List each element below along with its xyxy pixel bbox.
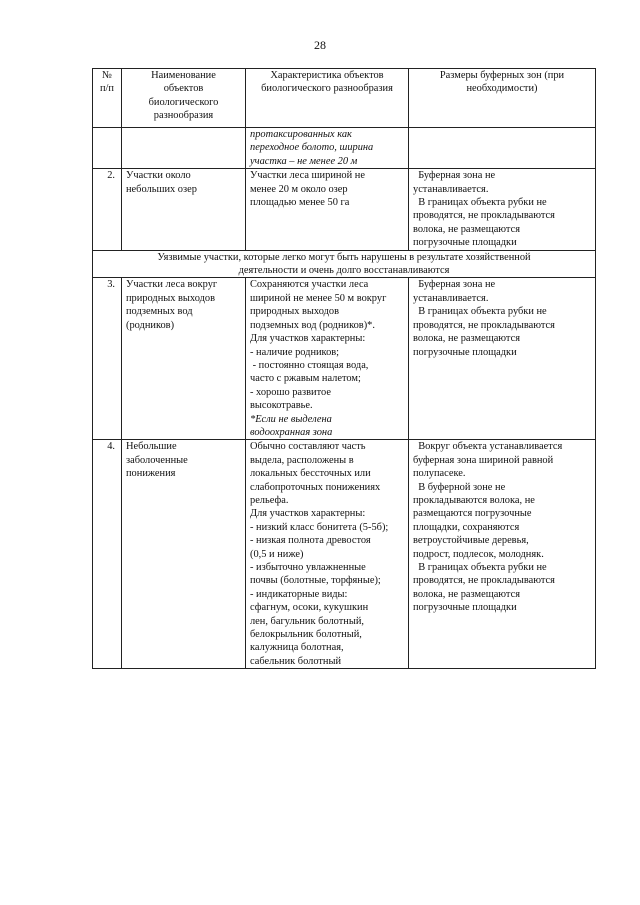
- text-line: проводятся, не прокладываются: [413, 210, 555, 222]
- text-line: Буферная зона не: [413, 170, 496, 182]
- header-object-name: Наименование объектов биологического разнообразия: [122, 69, 246, 128]
- characteristics-footnote: [250, 413, 404, 440]
- text-line: подрост, подлесок, молодняк.: [413, 548, 544, 560]
- text-line: водоохранная зона: [250, 426, 333, 438]
- text-line: слабопроточных понижениях: [250, 481, 381, 493]
- text-line: часто с ржавым налетом;: [250, 373, 361, 385]
- cell-name: [122, 169, 246, 250]
- text-line: протаксированных как: [250, 129, 352, 140]
- text-line: природных выходов: [126, 292, 215, 304]
- text-line: локальных бессточных или: [250, 468, 371, 480]
- text-line: Буферная зона не: [413, 279, 496, 291]
- header-number: № п/п: [93, 69, 122, 128]
- text-line: рельефа.: [250, 494, 289, 506]
- text-line: (родников): [126, 319, 175, 331]
- text-line: - наличие родников;: [250, 346, 340, 358]
- text-line: менее 20 м около озер: [250, 183, 348, 195]
- cell-buffer: [409, 278, 596, 440]
- cell-name: [122, 128, 246, 169]
- page-number: 28: [314, 38, 326, 52]
- text-line: погрузочные площадки: [413, 346, 517, 358]
- text-line: выдела, расположены в: [250, 454, 354, 466]
- text-line: полупасеке.: [413, 468, 466, 480]
- text-line: лен, багульник болотный,: [250, 615, 364, 627]
- text-line: площадки, сохраняются: [413, 521, 520, 533]
- text-line: (0,5 и ниже): [250, 548, 304, 560]
- text-line: волока, не размещаются: [413, 223, 520, 235]
- text-line: волока, не размещаются: [413, 588, 520, 600]
- header-buffer-zones: Размеры буферных зон (при необходимости): [409, 69, 596, 128]
- text-line: - низкая полнота древостоя: [250, 535, 371, 547]
- characteristics-text: [250, 278, 404, 412]
- text-line: Небольшие: [126, 441, 177, 453]
- text-line: переходное болото, ширина: [250, 142, 374, 154]
- text-line: размещаются погрузочные: [413, 508, 532, 520]
- text-line: - избыточно увлажненные: [250, 562, 366, 573]
- biodiversity-table: [92, 68, 596, 669]
- text-line: участка – не менее 20 м: [250, 155, 358, 167]
- text-line: прокладываются волока, не: [413, 494, 535, 506]
- text-line: площадью менее 50 га: [250, 197, 350, 209]
- text-line: Вокруг объекта устанавливается: [413, 441, 563, 453]
- cell-number: 3.: [93, 278, 122, 440]
- text-line: погрузочные площадки: [413, 237, 517, 249]
- text-line: Сохраняются участки леса: [250, 279, 369, 291]
- text-line: Для участков характерны:: [250, 333, 366, 345]
- table-row-4: [93, 440, 596, 669]
- text-line: - низкий класс бонитета (5-5б);: [250, 521, 389, 533]
- text-line: В границах объекта рубки не: [413, 197, 547, 209]
- cell-characteristics: [246, 440, 409, 669]
- text-line: Обычно составляют часть: [250, 441, 366, 453]
- text-line: - индикаторные виды:: [250, 588, 348, 600]
- cell-characteristics: [246, 128, 409, 169]
- text-line: понижения: [126, 468, 176, 480]
- text-line: небольших озер: [126, 183, 197, 195]
- table-row-2: [93, 169, 596, 250]
- text-line: - постоянно стоящая вода,: [250, 359, 369, 371]
- text-line: калужница болотная,: [250, 642, 344, 654]
- text-line: сфагнум, осоки, кукушкин: [250, 602, 369, 614]
- text-line: - хорошо развитое: [250, 386, 331, 398]
- text-line: деятельности и очень долго восстанавливаются: [238, 265, 450, 277]
- table-header-row: [93, 69, 596, 128]
- text-line: шириной не менее 50 м вокруг: [250, 292, 387, 304]
- text-line: Участки леса шириной не: [250, 170, 365, 182]
- text-line: погрузочные площадки: [413, 602, 517, 614]
- text-line: высокотравье.: [250, 400, 313, 412]
- text-line: устанавливается.: [413, 292, 489, 304]
- text-line: В границах объекта рубки не: [413, 562, 547, 573]
- cell-number: [93, 128, 122, 169]
- cell-buffer: [409, 128, 596, 169]
- text-line: В буферной зоне не: [413, 481, 506, 493]
- text-line: В границах объекта рубки не: [413, 306, 547, 318]
- header-characteristics: Характеристика объектов биологического разнообразия: [246, 69, 409, 128]
- cell-name: [122, 278, 246, 440]
- cell-characteristics: [246, 169, 409, 250]
- section-heading: [93, 250, 596, 278]
- text-line: Уязвимые участки, которые легко могут быть нарушены в результате хозяйственной: [157, 251, 531, 263]
- text-line: белокрыльник болотный,: [250, 629, 362, 641]
- table-row-3: [93, 278, 596, 440]
- cell-buffer: [409, 169, 596, 250]
- cell-characteristics: [246, 278, 409, 440]
- text-line: заболоченные: [126, 454, 188, 466]
- text-line: природных выходов: [250, 306, 339, 318]
- text-line: почвы (болотные, торфяные);: [250, 575, 381, 587]
- text-line: Для участков характерны:: [250, 508, 366, 520]
- text-line: проводятся, не прокладываются: [413, 575, 555, 587]
- table-section-row: [93, 250, 596, 278]
- text-line: устанавливается.: [413, 183, 489, 195]
- table-row-continuation: [93, 128, 596, 169]
- text-line: подземных вод (родников)*.: [250, 319, 375, 331]
- text-line: Участки около: [126, 170, 191, 182]
- text-line: волока, не размещаются: [413, 333, 520, 345]
- cell-buffer: [409, 440, 596, 669]
- text-line: Участки леса вокруг: [126, 279, 218, 291]
- text-line: *Если не выделена: [250, 413, 332, 425]
- cell-name: [122, 440, 246, 669]
- cell-number: 4.: [93, 440, 122, 669]
- text-line: ветроустойчивые деревья,: [413, 535, 529, 547]
- text-line: буферная зона шириной равной: [413, 454, 554, 466]
- cell-number: 2.: [93, 169, 122, 250]
- text-line: сабельник болотный: [250, 655, 342, 667]
- text-line: подземных вод: [126, 306, 193, 318]
- text-line: проводятся, не прокладываются: [413, 319, 555, 331]
